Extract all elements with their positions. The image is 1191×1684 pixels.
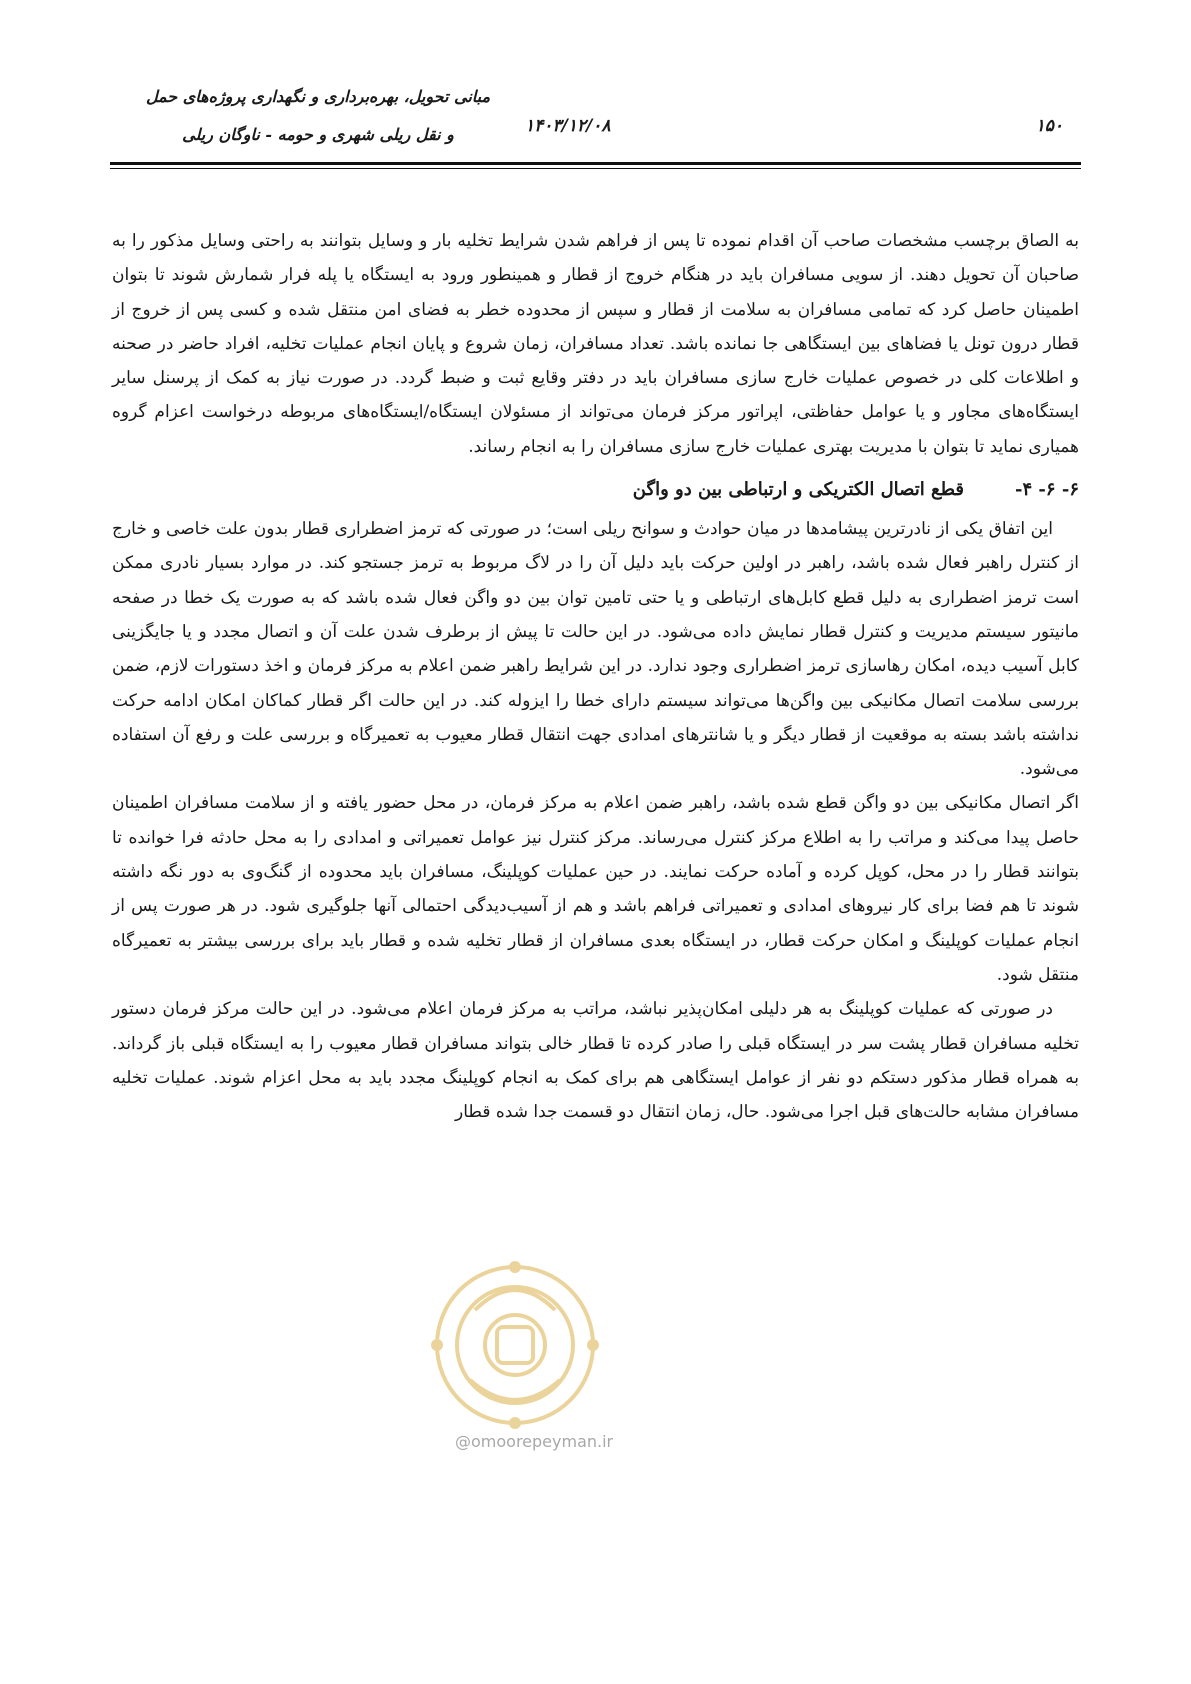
section-paragraph-2: اگر اتصال مکانیکی بین دو واگن قطع شده باشد، راهبر ضمن اعلام به مرکز فرمان، در محل حضور یافته و از سلامت مسافران اطمینان حاصل پیدا می‌کند و مراتب را به اطلاع مرکز کنترل می‌رساند. مرکز کنترل نیز عوامل تعمیراتی و امدادی را به محل حادثه فرا خوانده تا بتوانند قطار را در محل، کوپل کرده و آماده حرکت نمایند. در حین عملیات کوپلینگ، مسافران باید محدوده از گنگ‌وی به دور نگه داشته شوند تا هم فضا برای کار نیروهای امدادی و تعمیراتی فراهم باشد و هم از آسیب‌دیدگی احتمالی آنها جلوگیری شود. در هر صورت پس از انجام عملیات کوپلینگ و امکان حرکت قطار، در ایستگاه بعدی مسافران از قطار تخلیه شده و قطار باید برای بررسی بیشتر به تعمیرگاه منتقل شود. <box>112 793 1079 985</box>
page-number: ۱۵۰ <box>1035 116 1063 136</box>
page-header <box>110 78 1081 156</box>
section-paragraph-1: این اتفاق یکی از نادرترین پیشامدها در میان حوادث و سوانح ریلی است؛ در صورتی که ترمز اضطراری قطار بدون علت خاصی و خارج از کنترل راهبر فعال شده باشد، راهبر در اولین حرکت باید دلیل آن را در لاگ مربوط به ترمز جستجو کند. در موارد بسیار نادری ممکن است ترمز اضطراری به دلیل قطع کابل‌های ارتباطی و یا حتی تامین توان بین دو واگن فعال شده باشد که به صورت یک خطا در صفحه مانیتور سیستم مدیریت و کنترل قطار نمایش داده می‌شود. در این حالت تا پیش از برطرف شدن علت آن و اتصال مجدد و یا جایگزینی کابل آسیب دیده، امکان رهاسازی ترمز اضطراری وجود ندارد. در این شرایط راهبر ضمن اعلام به مرکز فرمان و اخذ دستورات لازم، ضمن بررسی سلامت اتصال مکانیکی بین واگن‌ها می‌تواند سیستم دارای خطا را ایزوله کند. در این حالت اگر قطار کماکان امکان ادامه حرکت نداشته باشد بسته به موقعیت از قطار دیگر و یا شانترهای امدادی جهت انتقال قطار معیوب به تعمیرگاه و بررسی علت و رفع آن استفاده می‌شود. <box>112 519 1079 780</box>
section-paragraph-3: در صورتی که عملیات کوپلینگ به هر دلیلی امکان‌پذیر نباشد، مراتب به مرکز فرمان اعلام می‌شود. در این حالت مرکز فرمان دستور تخلیه مسافران قطار پشت سر در ایستگاه قبلی را صادر کرده تا قطار خالی بتواند مسافران قطار معیوب را به ایستگاه قبلی باز گرداند. به همراه قطار مذکور دستکم دو نفر از عوامل ایستگاهی هم برای کمک به انجام کوپلینگ مجدد باید به محل اعزام شوند. عملیات تخلیه مسافران مشابه حالت‌های قبل اجرا می‌شود. حال، زمان انتقال دو قسمت جدا شده قطار <box>112 999 1079 1123</box>
section-number: ۶- ۶- ۴- <box>1015 478 1079 500</box>
header-date: ۱۴۰۳/۱۲/۰۸ <box>525 116 611 136</box>
section-heading <box>112 472 1079 506</box>
book-title-line-1: مبانی تحویل، بهره‌برداری و نگهداری پروژه‌های حمل <box>145 87 491 106</box>
watermark-url: @omoorepeyman.ir <box>455 1432 614 1451</box>
book-title <box>128 78 508 154</box>
section-title: قطع اتصال الکتریکی و ارتباطی بین دو واگن <box>632 478 964 500</box>
page-content <box>112 224 1079 1129</box>
book-title-line-2: و نقل ریلی شهری و حومه - ناوگان ریلی <box>182 125 454 144</box>
paragraph-continued: به الصاق برچسب مشخصات صاحب آن اقدام نموده تا پس از فراهم شدن شرایط تخلیه بار و وسایل بتوانند به راحتی وسایل مذکور را به صاحبان آن تحویل دهند. از سویی مسافران باید در هنگام خروج از قطار و همینطور ورود به ایستگاه یا پله فرار شمارش شوند تا بتوان اطمینان حاصل کرد که تمامی مسافران به سلامت از قطار و سپس از محدوده خطر به فضای امن منتقل شده و کسی پس از خروج از قطار درون تونل یا فضاهای بین ایستگاهی جا نمانده باشد. تعداد مسافران، زمان شروع و پایان انجام عملیات تخلیه، افراد حاضر در صحنه و اطلاعات کلی در خصوص عملیات خارج سازی مسافران باید در دفتر وقایع ثبت و ضبط گردد. در صورت نیاز به کمک از پرسنل سایر ایستگاه‌های مجاور و یا عوامل حفاظتی، اپراتور مرکز فرمان می‌تواند از مسئولان ایستگاه/ایستگاه‌های مربوطه درخواست اعزام گروه همیاری نماید تا بتوان با مدیریت بهتری عملیات خارج سازی مسافران را به انجام رساند. <box>112 231 1079 457</box>
header-divider-thin <box>110 168 1081 169</box>
watermark-logo-icon <box>415 1250 615 1440</box>
header-divider-thick <box>110 162 1081 165</box>
